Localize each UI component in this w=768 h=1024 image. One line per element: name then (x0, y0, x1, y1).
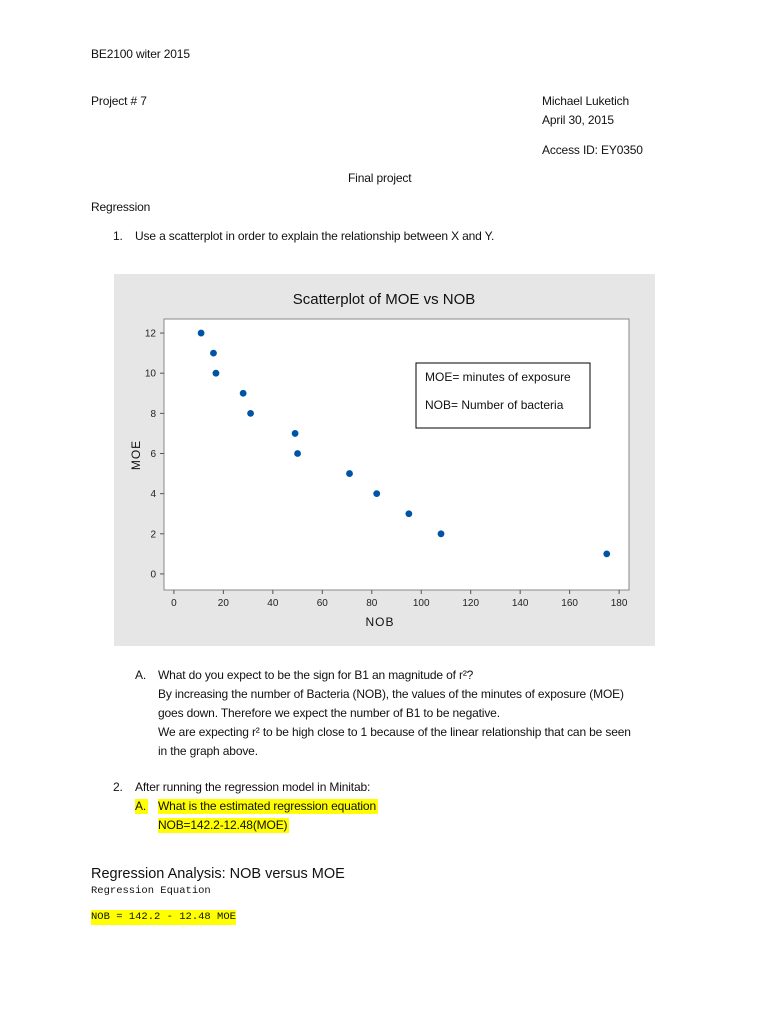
partA-line-2: goes down. Therefore we expect the number of B1 to be negative. (158, 706, 500, 720)
y-tick-label: 6 (150, 448, 156, 460)
regression-equation-output: NOB = 142.2 - 12.48 MOE (91, 911, 236, 923)
x-tick-label: 40 (267, 598, 279, 609)
y-tick-label: 12 (144, 328, 156, 340)
x-tick-label: 100 (412, 598, 430, 609)
x-tick-label: 140 (511, 598, 529, 609)
y-tick-label: 2 (150, 529, 156, 541)
partA-letter: A. (135, 668, 147, 682)
scatterplot-panel (114, 274, 655, 646)
partA-line-1: By increasing the number of Bacteria (NOB), the values of the minutes of exposure (MOE) (158, 687, 624, 701)
data-point-10 (405, 510, 412, 517)
access-id-label: Access ID: EY0350 (542, 143, 643, 157)
date-label: April 30, 2015 (542, 113, 614, 127)
data-point-8 (346, 470, 353, 477)
chart-title: Scatterplot of MOE vs NOB (292, 291, 476, 308)
partA-line-3: We are expecting r² to be high close to 1 because of the linear relationship that can be seen (158, 725, 631, 739)
question2-number: 2. (113, 780, 123, 794)
data-point-4 (240, 390, 247, 397)
data-point-12 (603, 550, 610, 557)
y-tick-label: 8 (150, 408, 156, 420)
question2-text: After running the regression model in Minitab: (135, 780, 371, 794)
data-point-7 (294, 450, 301, 457)
x-tick-label: 160 (561, 598, 578, 609)
x-tick-label: 0 (171, 598, 177, 609)
question2-sub-letter: A. (135, 799, 147, 813)
section-heading: Regression (91, 200, 151, 214)
question1-text: Use a scatterplot in order to explain the relationship between X and Y. (135, 229, 495, 243)
legend-line-1: MOE= minutes of exposure (425, 370, 571, 384)
y-tick-label: 10 (144, 368, 156, 380)
question2-sub-question: What is the estimated regression equation (158, 799, 376, 813)
regression-subheading: Regression Equation (91, 885, 211, 897)
data-point-6 (292, 430, 299, 437)
x-tick-label: 120 (462, 598, 480, 609)
x-tick-label: 20 (217, 598, 229, 609)
y-tick-label: 0 (150, 569, 156, 581)
course-label: BE2100 witer 2015 (91, 47, 190, 61)
scatterplot-chart (114, 274, 655, 646)
data-point-5 (247, 410, 254, 417)
legend-line-2: NOB= Number of bacteria (425, 398, 564, 412)
regression-equation-answer: NOB=142.2-12.48(MOE) (158, 818, 288, 832)
y-axis-label: MOE (129, 439, 143, 471)
partA-line-4: in the graph above. (158, 744, 258, 758)
data-point-3 (213, 370, 220, 377)
regression-heading: Regression Analysis: NOB versus MOE (91, 866, 345, 882)
x-axis-label: NOB (365, 615, 395, 629)
x-tick-label: 80 (366, 598, 378, 609)
author-name: Michael Luketich (542, 94, 629, 108)
y-tick-label: 4 (150, 489, 156, 501)
data-point-9 (373, 490, 380, 497)
document-title: Final project (348, 171, 412, 185)
data-point-11 (438, 530, 445, 537)
data-point-1 (198, 330, 205, 337)
question1-number: 1. (113, 229, 123, 243)
x-tick-label: 60 (316, 598, 328, 609)
project-label: Project # 7 (91, 94, 147, 108)
plot-area (164, 319, 629, 590)
x-tick-label: 180 (610, 598, 628, 609)
partA-question: What do you expect to be the sign for B1 an magnitude of r²? (158, 668, 474, 682)
data-point-2 (210, 350, 217, 357)
